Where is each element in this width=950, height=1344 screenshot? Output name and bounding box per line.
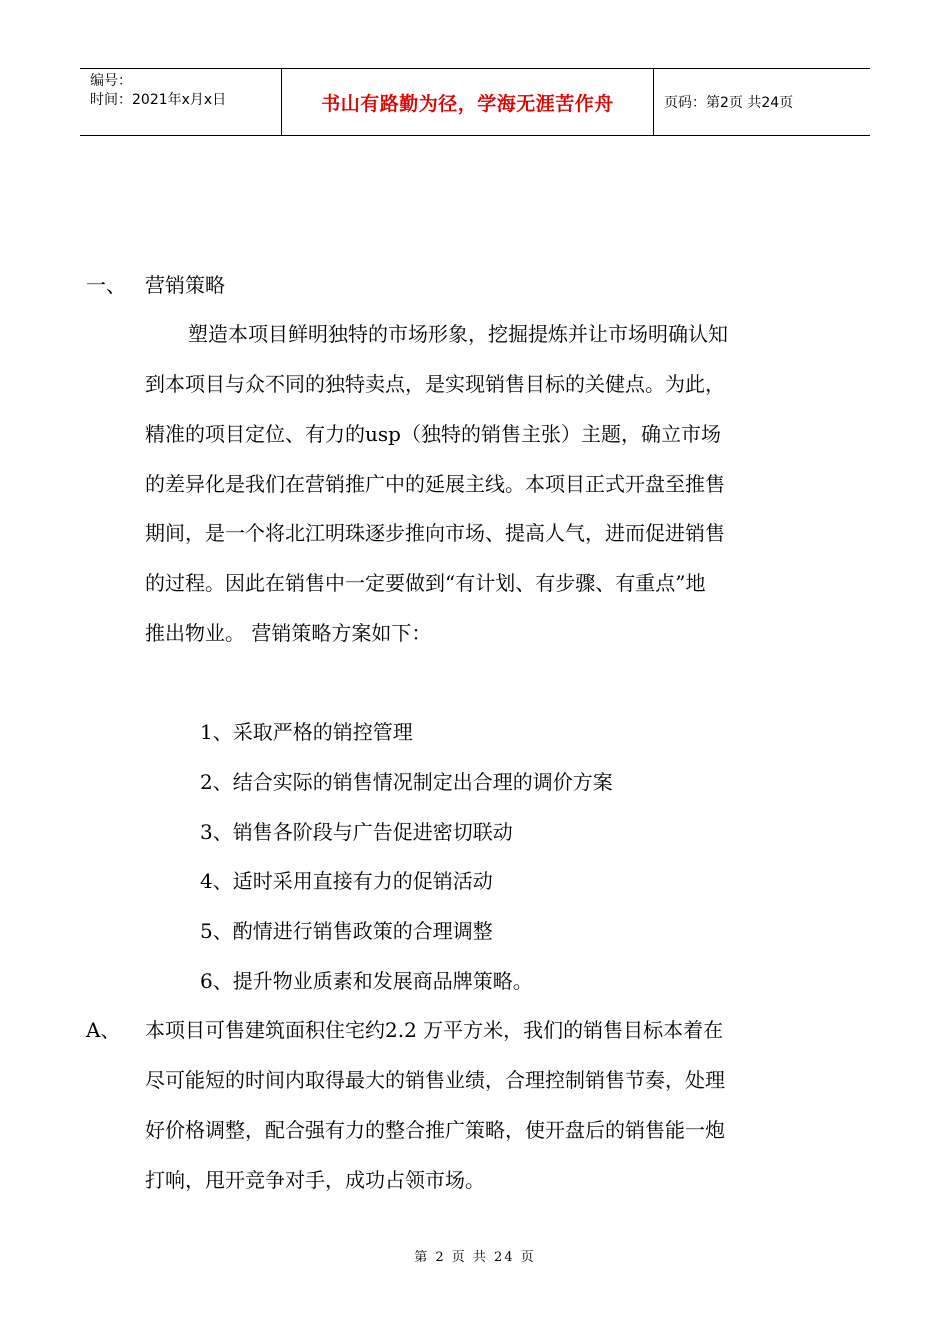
strategy-item: 4、适时采用直接有力的促销活动	[200, 869, 493, 893]
date-label: 时间：2021年x月x日	[90, 92, 227, 108]
strategy-item: 2、结合实际的销售情况制定出合理的调价方案	[200, 770, 613, 794]
paragraph-line: 塑造本项目鲜明独特的市场形象，挖掘提炼并让市场明确认知	[188, 322, 728, 346]
paragraph-line: 期间，是一个将北江明珠逐步推向市场、提高人气，进而促进销售	[145, 521, 725, 545]
strategy-item: 6、提升物业质素和发展商品牌策略。	[200, 969, 533, 993]
strategy-item: 3、销售各阶段与广告促进密切联动	[200, 820, 513, 844]
section-a-marker: A、	[86, 1018, 121, 1042]
section-a-line: 尽可能短的时间内取得最大的销售业绩，合理控制销售节奏，处理	[145, 1068, 725, 1092]
header-page-info: 页码：第2页 共24页	[664, 95, 794, 111]
section-a-line: 本项目可售建筑面积住宅约2.2 万平方米，我们的销售目标本着在	[145, 1018, 724, 1042]
paragraph-line: 的过程。因此在销售中一定要做到“有计划、有步骤、有重点”地	[145, 571, 706, 595]
header-slogan: 书山有路勤为径，学海无涯苦作舟	[282, 69, 654, 135]
header-meta	[80, 69, 282, 135]
paragraph-line: 到本项目与众不同的独特卖点，是实现销售目标的关健点。为此，	[145, 372, 725, 396]
section-a-line: 好价格调整，配合强有力的整合推广策略，使开盘后的销售能一炮	[145, 1118, 725, 1142]
section-a-line: 打响，甩开竞争对手，成功占领市场。	[145, 1168, 485, 1192]
paragraph-line: 精准的项目定位、有力的usp（独特的销售主张）主题，确立市场	[145, 422, 721, 446]
strategy-item: 5、酌情进行销售政策的合理调整	[200, 919, 493, 943]
section-marker: 一、	[86, 273, 126, 297]
strategy-item: 1、采取严格的销控管理	[200, 720, 413, 744]
page-footer: 第 2 页 共 24 页	[414, 1250, 536, 1265]
number-label: 编号：	[90, 73, 132, 89]
section-title: 营销策略	[145, 273, 225, 297]
paragraph-line: 的差异化是我们在营销推广中的延展主线。本项目正式开盘至推售	[145, 472, 725, 496]
paragraph-line: 推出物业。 营销策略方案如下：	[145, 621, 432, 645]
page-header	[80, 68, 870, 136]
